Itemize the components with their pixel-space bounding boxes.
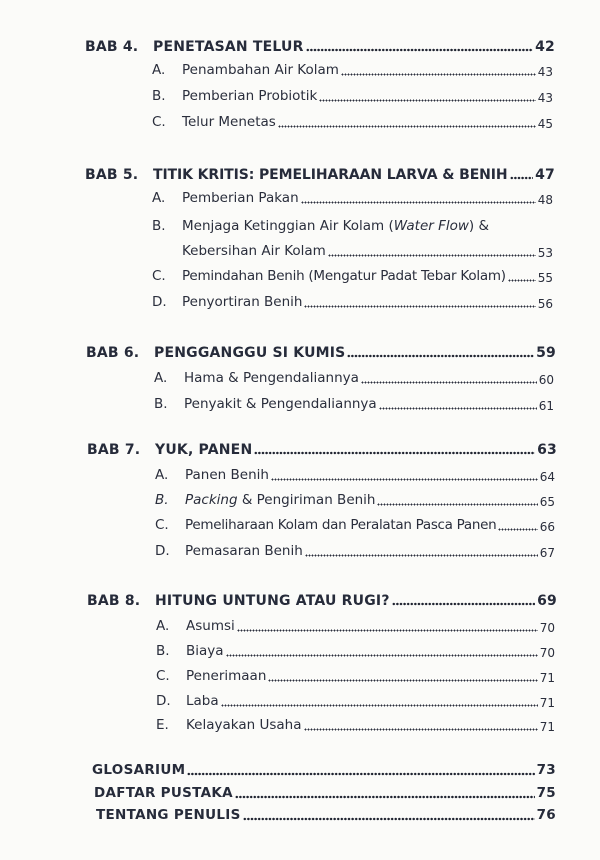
section-title: Penyortiran Benih	[182, 294, 303, 310]
chapter-number: BAB 7.	[87, 442, 141, 458]
daftar-pustaka-entry[interactable]	[94, 787, 556, 801]
section-letter: D.	[152, 294, 167, 310]
chapter-title: PENETASAN TELUR	[153, 39, 304, 55]
dot-leader	[510, 176, 534, 180]
section-7a-entry[interactable]	[155, 469, 555, 483]
section-7c-entry[interactable]	[155, 519, 555, 533]
section-5b-title-line1[interactable]: B. Menjaga Ketinggian Air Kolam (Water Flow) &	[152, 218, 489, 234]
chapter-title: YUK, PANEN	[155, 442, 253, 458]
section-letter: A.	[155, 467, 169, 483]
section-letter: E.	[156, 717, 169, 733]
back-matter-title: GLOSARIUM	[92, 762, 186, 778]
page-number: 43	[537, 90, 553, 105]
page-number: 73	[536, 762, 556, 778]
page-number: 70	[539, 645, 555, 660]
page-number: 55	[537, 270, 553, 285]
section-8a-entry[interactable]	[156, 620, 555, 634]
section-title: Penambahan Air Kolam	[182, 62, 339, 78]
page-number: 65	[539, 494, 555, 509]
section-letter: B.	[155, 492, 169, 508]
section-7b-entry[interactable]	[155, 494, 555, 508]
chapter-7-entry[interactable]	[87, 443, 557, 457]
page-number: 64	[539, 469, 555, 484]
dot-leader	[347, 354, 534, 358]
tentang-penulis-entry[interactable]	[96, 809, 556, 823]
dot-leader	[361, 381, 537, 384]
section-letter: C.	[152, 268, 166, 284]
dot-leader	[392, 602, 535, 606]
section-letter: B.	[154, 396, 168, 412]
page-number: 59	[536, 345, 556, 361]
section-title: Kelayakan Usaha	[186, 717, 302, 733]
page-number: 63	[537, 442, 557, 458]
chapter-8-entry[interactable]	[87, 594, 557, 608]
section-6b-entry[interactable]	[154, 398, 554, 412]
dot-leader	[508, 279, 536, 282]
section-letter: B.	[156, 643, 170, 659]
page-number: 70	[539, 620, 555, 635]
section-4a-entry[interactable]	[152, 64, 553, 78]
section-letter: D.	[155, 543, 170, 559]
page-number: 71	[539, 719, 555, 734]
dot-leader	[271, 478, 538, 481]
chapter-5-entry[interactable]	[85, 168, 555, 182]
back-matter-title: TENTANG PENULIS	[96, 807, 241, 823]
section-title: Asumsi	[186, 618, 235, 634]
section-title: Laba	[186, 693, 219, 709]
page-number: 45	[537, 116, 553, 131]
dot-leader	[304, 728, 538, 731]
section-4c-entry[interactable]	[152, 116, 553, 130]
section-letter: A.	[156, 618, 170, 634]
page-number: 71	[539, 695, 555, 710]
section-letter: B.	[152, 218, 166, 234]
section-8d-entry[interactable]	[156, 695, 555, 709]
section-8c-entry[interactable]	[156, 670, 555, 684]
section-title: Penyakit & Pengendaliannya	[184, 396, 377, 412]
section-6a-entry[interactable]	[154, 372, 554, 386]
dot-leader	[254, 451, 535, 455]
section-title: Telur Menetas	[182, 114, 276, 130]
dot-leader	[243, 817, 535, 821]
dot-leader	[221, 704, 538, 707]
section-title: Pemindahan Benih (Mengatur Padat Tebar Kolam)	[182, 268, 506, 284]
section-title: Pemberian Probiotik	[182, 88, 318, 104]
section-7d-entry[interactable]	[155, 545, 555, 559]
chapter-4-entry[interactable]	[85, 40, 555, 54]
dot-leader	[328, 254, 536, 257]
dot-leader	[304, 305, 535, 308]
section-letter: A.	[152, 62, 166, 78]
section-title: Hama & Pengendaliannya	[184, 370, 359, 386]
dot-leader	[226, 654, 538, 657]
section-letter: A.	[154, 370, 168, 386]
dot-leader	[237, 629, 538, 632]
section-5b-entry[interactable]	[182, 245, 553, 259]
dot-leader	[319, 99, 535, 102]
section-letter: B.	[152, 88, 166, 104]
section-title: Kebersihan Air Kolam	[182, 243, 326, 259]
section-title: Panen Benih	[185, 467, 269, 483]
page-number: 69	[537, 593, 557, 609]
dot-leader	[235, 795, 535, 799]
section-title: Pemasaran Benih	[185, 543, 303, 559]
dot-leader	[187, 772, 534, 776]
back-matter-title: DAFTAR PUSTAKA	[94, 785, 233, 801]
section-title: Pemeliharaan Kolam dan Peralatan Pasca Panen	[185, 517, 497, 533]
dot-leader	[301, 201, 536, 204]
page-number: 48	[537, 192, 553, 207]
section-letter: D.	[156, 693, 171, 709]
dot-leader	[306, 48, 534, 52]
page-number: 76	[536, 807, 556, 823]
page-number: 67	[539, 545, 555, 560]
chapter-6-entry[interactable]	[86, 346, 556, 360]
page-number: 43	[537, 64, 553, 79]
page-number: 47	[535, 167, 555, 183]
chapter-title: HITUNG UNTUNG ATAU RUGI?	[155, 593, 390, 609]
section-5c-entry[interactable]	[152, 270, 553, 284]
section-5d-entry[interactable]	[152, 296, 553, 310]
section-4b-entry[interactable]	[152, 90, 553, 104]
chapter-number: BAB 6.	[86, 345, 140, 361]
page-number: 66	[539, 519, 555, 534]
page-number: 61	[538, 398, 554, 413]
dot-leader	[498, 528, 537, 531]
page-number: 56	[537, 296, 553, 311]
dot-leader	[278, 125, 536, 128]
dot-leader	[268, 679, 537, 682]
section-8e-entry[interactable]	[156, 719, 555, 733]
dot-leader	[305, 554, 538, 557]
page-number: 53	[537, 245, 553, 260]
page-number: 60	[538, 372, 554, 387]
section-8b-entry[interactable]	[156, 645, 555, 659]
section-title: Pemberian Pakan	[182, 190, 299, 206]
chapter-number: BAB 4.	[85, 39, 139, 55]
chapter-number: BAB 8.	[87, 593, 141, 609]
page-number: 42	[535, 39, 555, 55]
section-letter: C.	[155, 517, 169, 533]
section-letter: C.	[152, 114, 166, 130]
chapter-title: PENGGANGGU SI KUMIS	[154, 345, 346, 361]
chapter-title: TITIK KRITIS: PEMELIHARAAN LARVA & BENIH	[153, 167, 508, 183]
dot-leader	[341, 73, 536, 76]
section-title: Penerimaan	[186, 668, 267, 684]
glosarium-entry[interactable]	[92, 764, 556, 778]
section-5a-entry[interactable]	[152, 192, 553, 206]
chapter-number: BAB 5.	[85, 167, 139, 183]
section-title: Packing & Pengiriman Benih	[185, 492, 376, 508]
section-title: Biaya	[186, 643, 224, 659]
section-letter: A.	[152, 190, 166, 206]
section-letter: C.	[156, 668, 170, 684]
page-number: 71	[539, 670, 555, 685]
page-number: 75	[536, 785, 556, 801]
dot-leader	[379, 407, 537, 410]
dot-leader	[377, 503, 537, 506]
